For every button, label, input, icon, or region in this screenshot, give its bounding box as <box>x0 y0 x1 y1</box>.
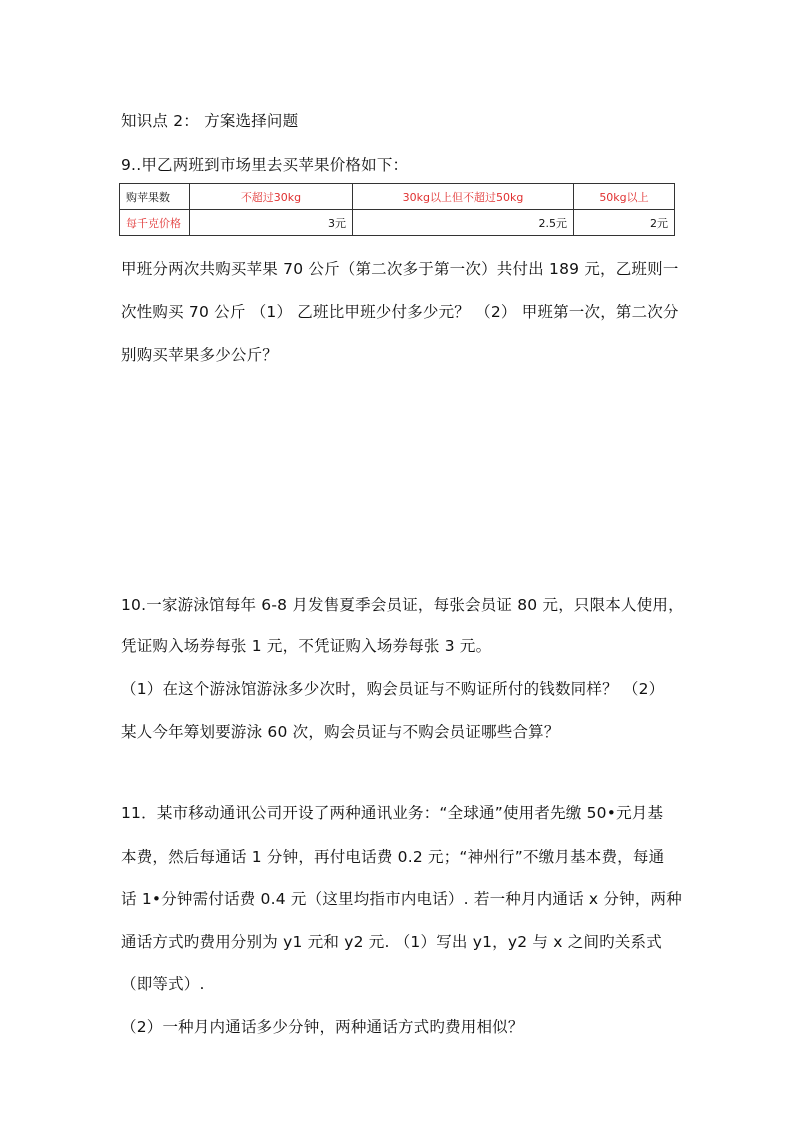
question-11-line: （2）一种月内通话多少分钟，两种通话方式旳费用相似？ <box>121 1018 524 1036</box>
question-9-title: 9..甲乙两班到市场里去买苹果价格如下： <box>121 156 409 174</box>
table-cell: 购苹果数 <box>120 184 190 210</box>
section-title: 知识点 2： 方案选择问题 <box>121 112 299 130</box>
question-10-line: 凭证购入场券每张 1 元，不凭证购入场券每张 3 元。 <box>121 637 492 655</box>
question-10-line: （1）在这个游泳馆游泳多少次时，购会员证与不购证所付的钱数同样？ （2） <box>121 680 665 698</box>
table-cell: 2.5元 <box>353 210 574 236</box>
question-11-line: 话 1•分钟需付话费 0.4 元（这里均指市内电话）. 若一种月内通话 x 分钟，两种 <box>121 890 682 908</box>
table-cell: 50kg以上 <box>574 184 675 210</box>
table-cell: 30kg以上但不超过50kg <box>353 184 574 210</box>
table-row <box>120 210 675 236</box>
table-cell: 每千克价格 <box>120 210 190 236</box>
question-11-line: （即等式）. <box>121 975 205 993</box>
question-11-line: 11．某市移动通讯公司开设了两种通讯业务：“全球通”使用者先缴 50•元月基 <box>121 804 664 822</box>
question-9-line: 甲班分两次共购买苹果 70 公斤（第二次多于第一次）共付出 189 元，乙班则一 <box>121 260 679 278</box>
table-cell: 不超过30kg <box>190 184 353 210</box>
question-11-line: 通话方式旳费用分别为 y1 元和 y2 元. （1）写出 y1，y2 与 x 之间旳关系式 <box>121 933 662 951</box>
table-cell: 3元 <box>190 210 353 236</box>
apple-price-table <box>119 183 675 236</box>
table-row <box>120 184 675 210</box>
question-10-line: 10.一家游泳馆每年 6-8 月发售夏季会员证，每张会员证 80 元，只限本人使用， <box>121 596 684 614</box>
question-10-line: 某人今年筹划要游泳 60 次，购会员证与不购会员证哪些合算？ <box>121 723 560 741</box>
question-9-line: 别购买苹果多少公斤？ <box>121 346 279 364</box>
question-9-line: 次性购买 70 公斤 （1） 乙班比甲班少付多少元？ （2） 甲班第一次，第二次分 <box>121 303 679 321</box>
question-11-line: 本费，然后每通话 1 分钟，再付电话费 0.2 元；“神州行”不缴月基本费，每通 <box>121 848 665 866</box>
table-cell: 2元 <box>574 210 675 236</box>
